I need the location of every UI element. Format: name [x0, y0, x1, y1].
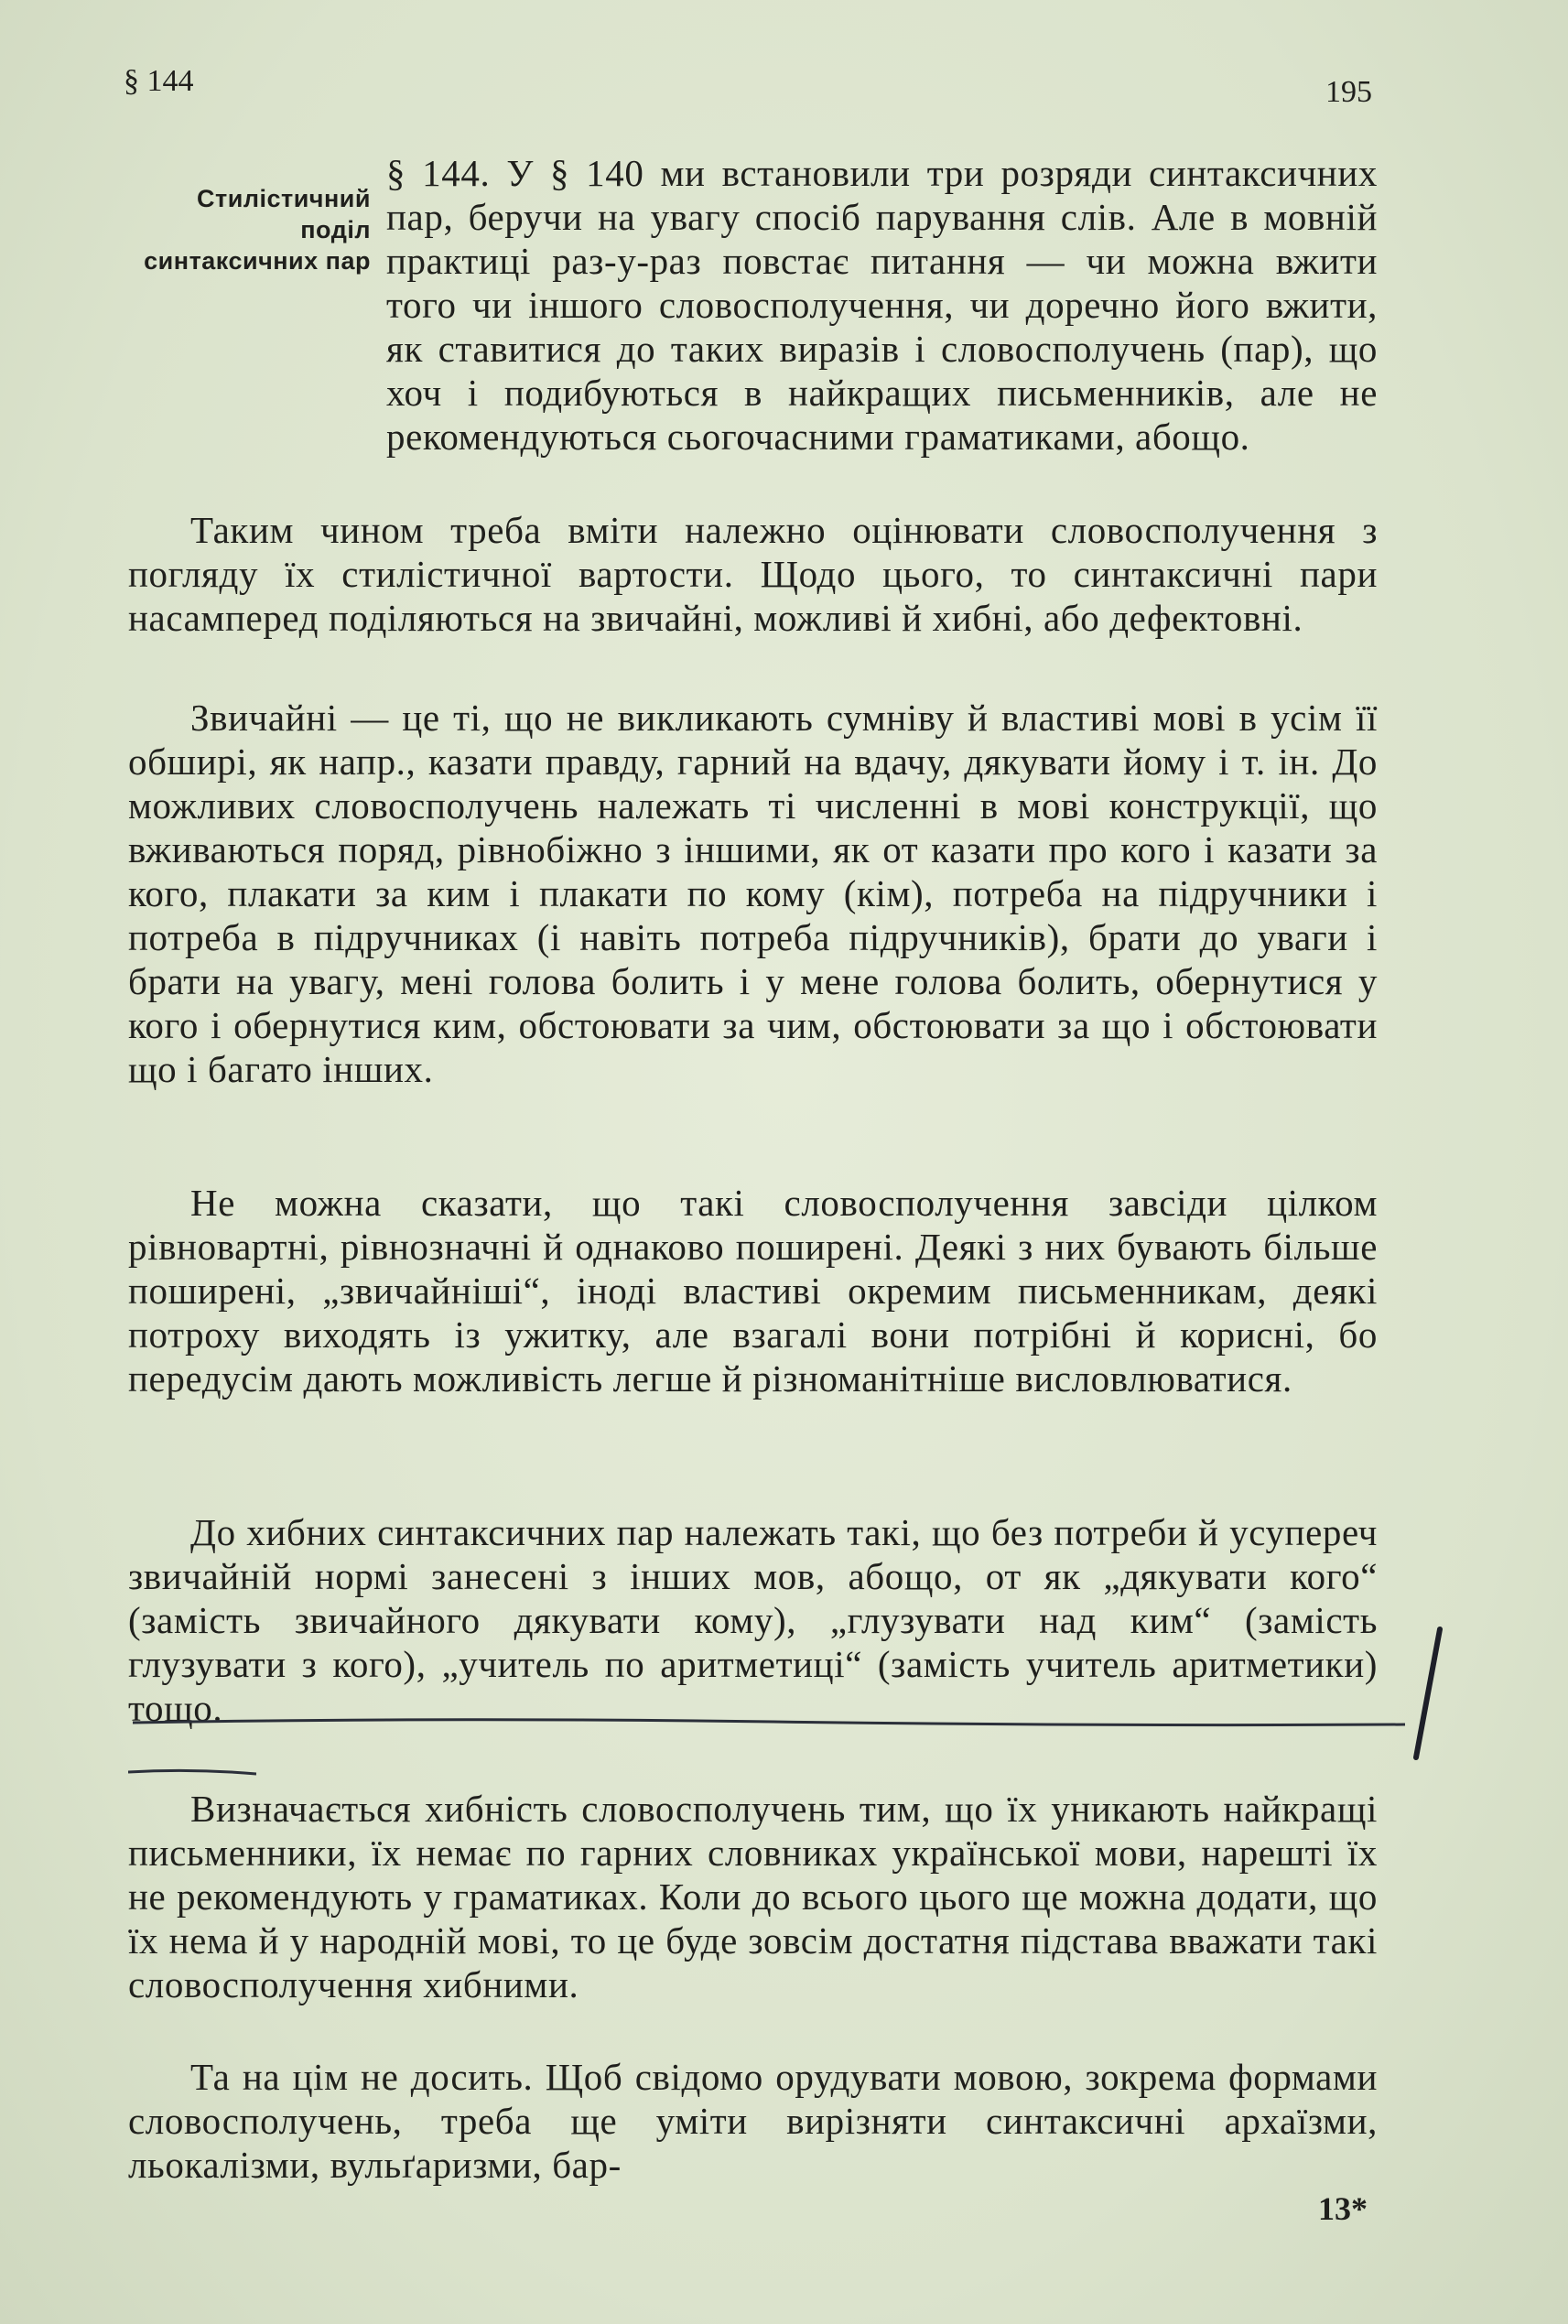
- paragraph-2: Таким чином треба вміти належно оцінювати словосполучення з погляду їх стилістичної вартости. Щодо цього, то синтаксичні пари насамперед поділяються на звичайні, можливі й хибні, або дефектовні.: [128, 509, 1378, 639]
- paragraph-5: До хибних синтаксичних пар належать такі, що без потреби й усупереч звичайній нормі занесені з інших мов, абощо, от як „дякувати кого“ (замість звичайного дякувати кому), „глузувати над ким“ (замість глузувати з кого), „учитель по аритметиці“ (замість учитель аритметики) тощо.: [128, 1511, 1378, 1729]
- running-head-section: § 144: [124, 64, 194, 98]
- page-number: 195: [1325, 75, 1372, 109]
- margin-heading: Стилістичний поділ синтаксичних пар: [144, 185, 371, 275]
- signature-mark: 13*: [1318, 2190, 1368, 2227]
- paragraph-7: Та на цім не досить. Щоб свідомо орудувати мовою, зокрема формами словосполучень, треба ще уміти вирізняти синтаксичні архаїзми, льокалізми, вульґаризми, бар-: [128, 2056, 1378, 2186]
- pen-margin-stroke-icon: [1405, 1625, 1451, 1762]
- paragraph-1: [128, 151, 1378, 459]
- paragraph-3: Звичайні — це ті, що не викликають сумніву й властиві мові в усім її обширі, як напр., казати правду, гарний на вдачу, дякувати йому і т. ін. До можливих словосполучень належать ті численні в мові конструкції, що вживаються поряд, рівнобіжно з іншими, як от казати про кого і казати за кого, плакати за ким і плакати по кому (кім), потреба на підручники і потреба в підручниках (і навіть потреба підручників), брати до уваги і брати на увагу, мені голова болить і у мене голова болить, обернутися у кого і обернутися ким, обстоювати за чим, обстоювати за що і обстоювати що і багато інших.: [128, 697, 1378, 1090]
- pen-underline-mark: [133, 1713, 1405, 1732]
- paragraph-6: Визначається хибність словосполучень тим, що їх уникають найкращі письменники, їх немає по гарних словниках української мови, нарешті їх не рекомендують у граматиках. Коли до всього цього ще можна додати, що їх нема й у народній мові, то це буде зовсім достатня підстава вважати такі словосполучення хибними.: [128, 1788, 1378, 2005]
- paragraph-4: Не можна сказати, що такі словосполучення завсіди цілком рівновартні, рівнозначні й однаково поширені. Деякі з них бувають більше поширені, „звичайніші“, іноді властиві окремим письменникам, деякі потроху виходять із ужитку, але взагалі вони потрібні й корисні, бо передусім дають можливість легше й різноманітніше висловлюватися.: [128, 1182, 1378, 1400]
- paragraph-1-text: § 144. У § 140 ми встановили три розряди синтаксичних пар, беручи на увагу спосіб парування слів. Але в мовній практиці раз-у-раз повстає питання — чи можна вжити того чи іншого словосполучення, чи доречно його вжити, як ставитися до таких виразів і словосполучень (пар), що хоч і подибуються в найкращих письменників, але не рекомендуються сьогочасними граматиками, абощо.: [386, 152, 1378, 458]
- pen-underline-short-mark: [128, 1767, 256, 1778]
